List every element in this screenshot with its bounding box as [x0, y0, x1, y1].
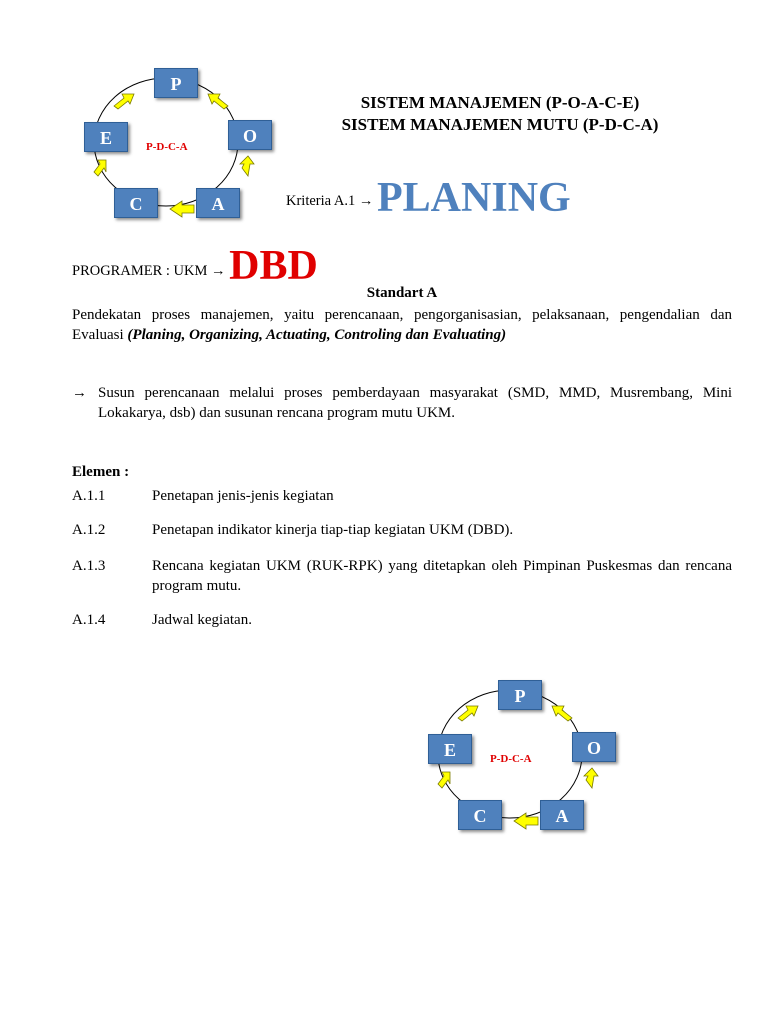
elemen-text: Jadwal kegiatan.	[152, 612, 252, 628]
right-arrow-icon: →	[72, 385, 87, 401]
header-title-line1: SISTEM MANAJEMEN (P-O-A-C-E)	[360, 93, 640, 112]
bullet-text: Susun perencanaan melalui proses pemberdayaan masyarakat (SMD, MMD, Musrembang, Mini Lokakarya, dsb) dan susunan rencana program mutu UKM.	[98, 385, 732, 421]
header-titles	[280, 92, 720, 136]
elemen-text: Rencana kegiatan UKM (RUK-RPK) yang ditetapkan oleh Pimpinan Puskesmas dan rencana program mutu.	[152, 558, 732, 594]
elemen-code: A.1.1	[72, 488, 106, 504]
elemen-code: A.1.2	[72, 522, 106, 538]
elemen-text: Penetapan indikator kinerja tiap-tiap kegiatan UKM (DBD).	[152, 522, 514, 538]
pdca-node-o: O	[228, 120, 272, 150]
elemen-item	[72, 556, 732, 596]
bullet-paragraph	[72, 383, 732, 423]
elemen-item	[72, 520, 732, 540]
kriteria-value: PLANING	[377, 175, 571, 221]
pdca-node-a: A	[540, 800, 584, 830]
elemen-item	[72, 610, 732, 630]
pdca-node-e: E	[84, 122, 128, 152]
pdca-node-a: A	[196, 188, 240, 218]
pdca-node-p: P	[154, 68, 198, 98]
pdca-cycle-label: P-D-C-A	[146, 141, 188, 153]
programer-line	[72, 238, 318, 289]
kriteria-line	[286, 168, 571, 221]
pdca-cycle-top	[76, 64, 256, 224]
pdca-node-o: O	[572, 732, 616, 762]
standart-text: Pendekatan proses manajemen, yaitu perencanaan, pengorganisasian, pelaksanaan, pengendalian dan Evaluasi	[72, 307, 732, 343]
pdca-node-p: P	[498, 680, 542, 710]
programer-value: DBD	[229, 243, 318, 289]
standart-emphasis: (Planing, Organizing, Actuating, Controling dan Evaluating)	[127, 327, 507, 343]
elemen-heading: Elemen :	[72, 464, 130, 480]
elemen-code: A.1.4	[72, 612, 106, 628]
kriteria-prefix: Kriteria A.1 →	[286, 193, 374, 209]
pdca-node-c: C	[458, 800, 502, 830]
pdca-node-c: C	[114, 188, 158, 218]
header-title-line2: SISTEM MANAJEMEN MUTU (P-D-C-A)	[341, 115, 659, 134]
programer-prefix: PROGRAMER : UKM →	[72, 263, 226, 279]
pdca-cycle-label: P-D-C-A	[490, 753, 532, 765]
standart-title: Standart A	[366, 285, 438, 301]
pdca-cycle-bottom	[420, 676, 600, 836]
standart-paragraph	[72, 305, 732, 345]
elemen-item	[72, 486, 732, 506]
elemen-text: Penetapan jenis-jenis kegiatan	[152, 488, 334, 504]
pdca-node-e: E	[428, 734, 472, 764]
elemen-code: A.1.3	[72, 558, 106, 574]
